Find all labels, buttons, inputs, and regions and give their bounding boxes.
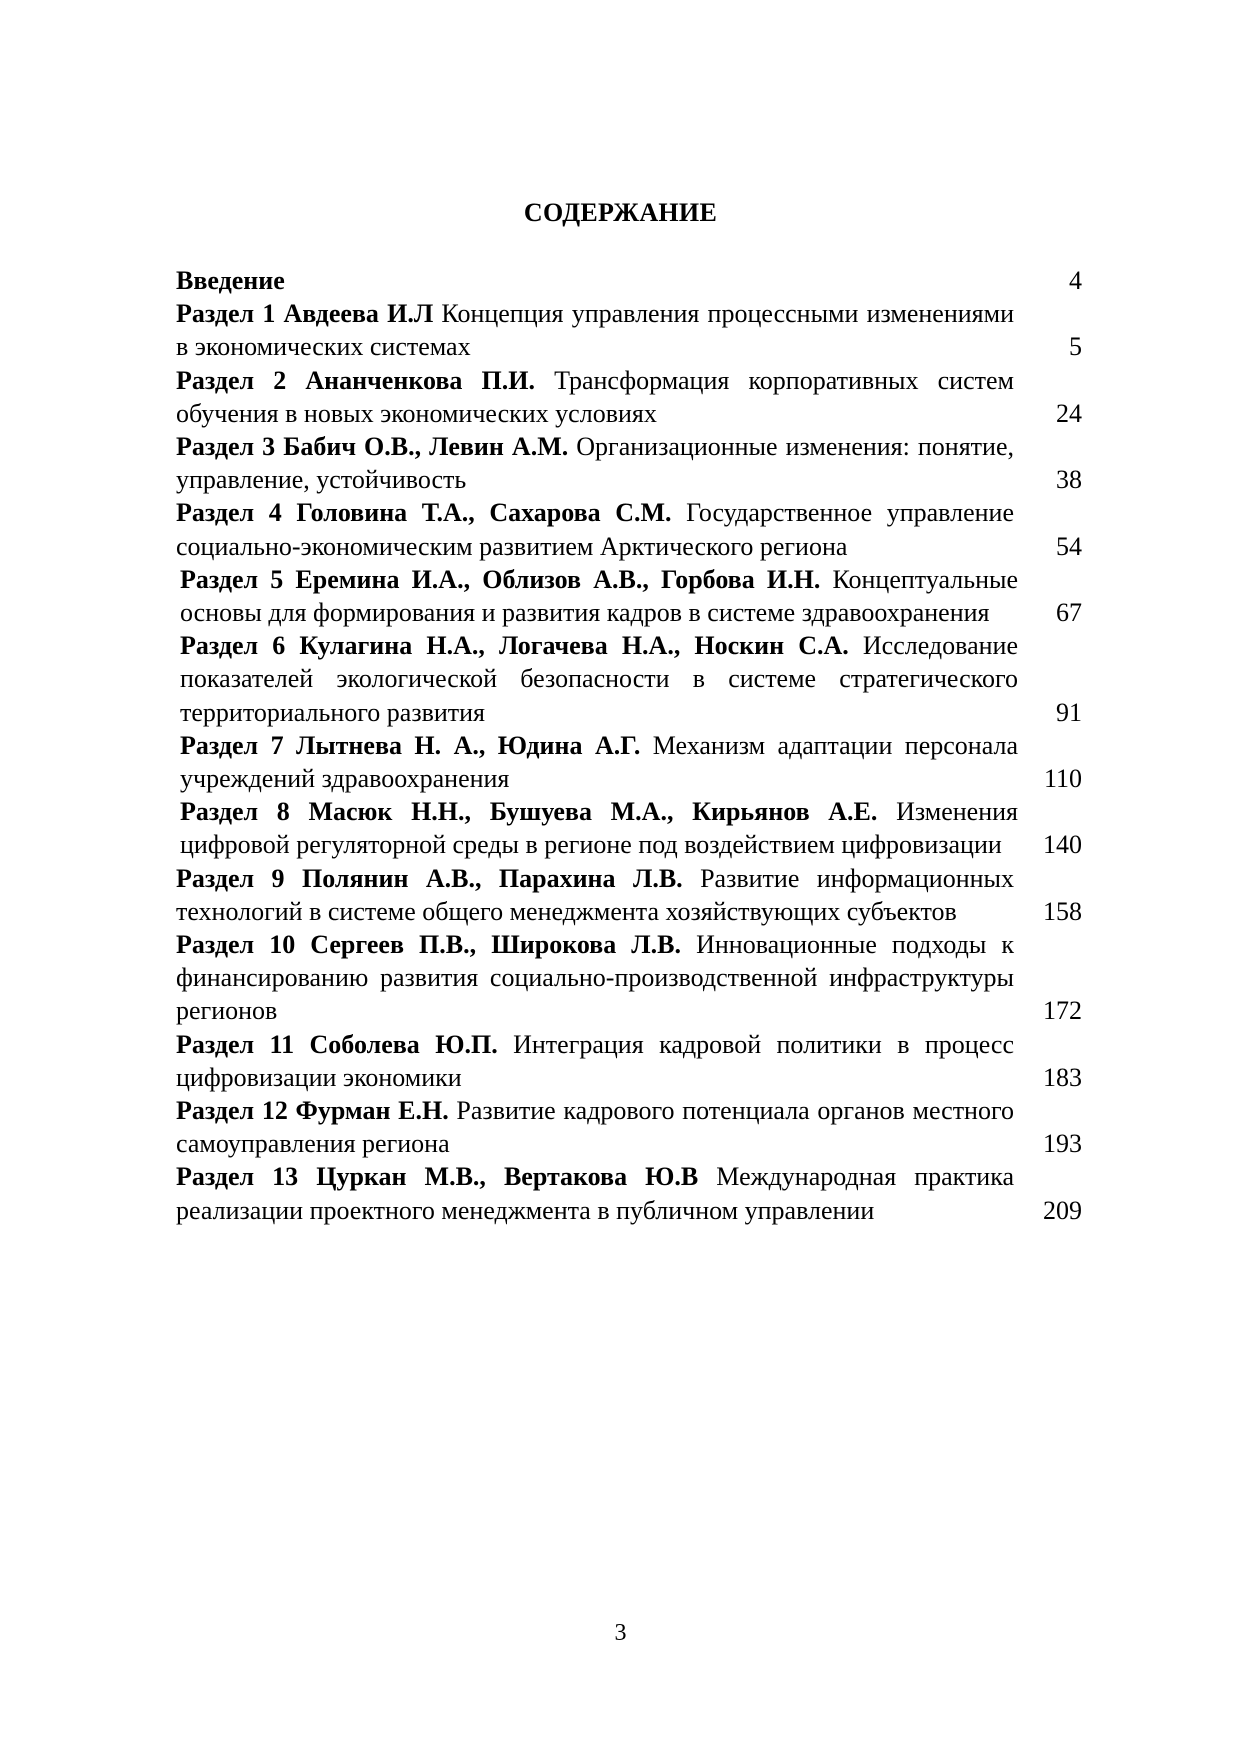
toc-entry-text [176,364,1014,430]
toc-entry-title: Концептуальные основы для формирования и развития кадров в системе здравоохранения [180,564,1018,628]
toc-entry-section-9[interactable] [176,862,1082,928]
toc-entry-heading: Раздел 10 Сергеев П.В., Широкова Л.В. [176,930,682,960]
toc-entry-heading: Раздел 9 Полянин А.В., Парахина Л.В. [176,863,683,893]
toc-entry-page: 140 [1043,830,1082,860]
toc-entry-page: 24 [1056,398,1082,428]
toc-entry-section-6[interactable] [176,629,1082,729]
toc-entry-heading: Раздел 5 Еремина И.А., Облизов А.В., Горбова И.Н. [180,564,821,594]
toc-entry-text [176,563,1018,629]
toc-entry-page: 4 [1069,266,1082,295]
toc-entry-page: 5 [1069,332,1082,362]
toc-entry-text [176,729,1018,795]
toc-entry-heading: Раздел 13 Цуркан М.В., Вертакова Ю.В [176,1162,699,1192]
toc-entry-heading: Введение [176,266,285,295]
toc-entry-heading: Раздел 7 Лытнева Н. А., Юдина А.Г. [180,730,641,760]
table-of-contents [176,264,1082,1227]
toc-entry-title: Развитие кадрового потенциала органов местного самоуправления региона [176,1096,1014,1159]
toc-entry-text [176,264,1014,297]
toc-entry-title: Механизм адаптации персонала учреждений здравоохранения [180,730,1018,794]
toc-entry-page: 209 [1043,1195,1082,1225]
toc-entry-heading: Раздел 6 Кулагина Н.А., Логачева Н.А., Носкин С.А. [180,631,849,661]
toc-entry-page: 38 [1056,465,1082,495]
toc-entry-text [176,496,1014,562]
toc-entry-heading: Раздел 11 Соболева Ю.П. [176,1029,498,1059]
toc-entry-text [176,795,1018,861]
toc-entry-section-5[interactable] [176,563,1082,629]
toc-entry-section-10[interactable] [176,928,1082,1028]
toc-entry-title: Государственное управление социально-экономическим развитием Арктического региона [176,498,1014,561]
toc-entry-heading: Раздел 1 Авдеева И.Л [176,299,434,329]
toc-entry-text [176,1160,1014,1226]
toc-entry-page: 193 [1043,1129,1082,1159]
toc-entry-page: 110 [1043,764,1082,794]
toc-entry-text [176,862,1014,928]
toc-entry-title: Исследование показателей экологической безопасности в системе стратегического территориального развития [180,631,1019,727]
toc-entry-heading: Раздел 8 Масюк Н.Н., Бушуева М.А., Кирьянов А.Е. [180,797,878,827]
toc-entry-title: Инновационные подходы к финансированию развития социально-производственной инфраструктуры регионов [176,930,1014,1026]
toc-entry-page: 183 [1043,1062,1082,1092]
toc-entry-page: 54 [1056,531,1082,561]
toc-entry-section-4[interactable] [176,496,1082,562]
toc-entry-heading: Раздел 12 Фурман Е.Н. [176,1096,449,1126]
toc-entry-title: Интеграция кадровой политики в процесс цифровизации экономики [176,1029,1014,1092]
toc-entry-title: Концепция управления процессными изменениями в экономических системах [176,299,1014,362]
toc-entry-title: Изменения цифровой регуляторной среды в регионе под воздействием цифровизации [180,797,1018,860]
toc-entry-section-13[interactable] [176,1160,1082,1226]
toc-entry-title: Международная практика реализации проектного менеджмента в публичном управлении [176,1162,1014,1225]
toc-entry-text [176,430,1014,496]
toc-entry-section-7[interactable] [176,729,1082,795]
toc-entry-section-3[interactable] [176,430,1082,496]
toc-entry-text [176,1028,1014,1094]
toc-entry-text [176,629,1018,729]
toc-entry-title: Развитие информационных технологий в системе общего менеджмента хозяйствующих субъектов [176,863,1015,926]
page-title: СОДЕРЖАНИЕ [523,198,718,227]
toc-entry-page: 91 [1056,697,1082,727]
toc-entry-text [176,1094,1014,1160]
toc-entry-section-11[interactable] [176,1028,1082,1094]
page-number: 3 [614,1620,627,1646]
toc-entry-title: Трансформация корпоративных систем обучения в новых экономических условиях [176,365,1014,428]
toc-entry-title: Организационные изменения: понятие, управление, устойчивость [176,432,1014,495]
toc-entry-page: 158 [1043,896,1082,926]
toc-entry-section-8[interactable] [176,795,1082,861]
toc-entry-text [176,928,1014,1028]
toc-entry-section-1[interactable] [176,297,1082,363]
toc-entry-page: 172 [1043,996,1082,1026]
toc-entry-text [176,297,1014,363]
toc-entry-section-12[interactable] [176,1094,1082,1160]
toc-entry-heading: Раздел 3 Бабич О.В., Левин А.М. [176,432,569,462]
toc-entry-introduction[interactable] [176,264,1082,297]
toc-entry-heading: Раздел 4 Головина Т.А., Сахарова С.М. [176,498,672,528]
toc-entry-page: 67 [1056,598,1082,628]
toc-entry-section-2[interactable] [176,364,1082,430]
toc-entry-heading: Раздел 2 Ананченкова П.И. [176,365,535,395]
